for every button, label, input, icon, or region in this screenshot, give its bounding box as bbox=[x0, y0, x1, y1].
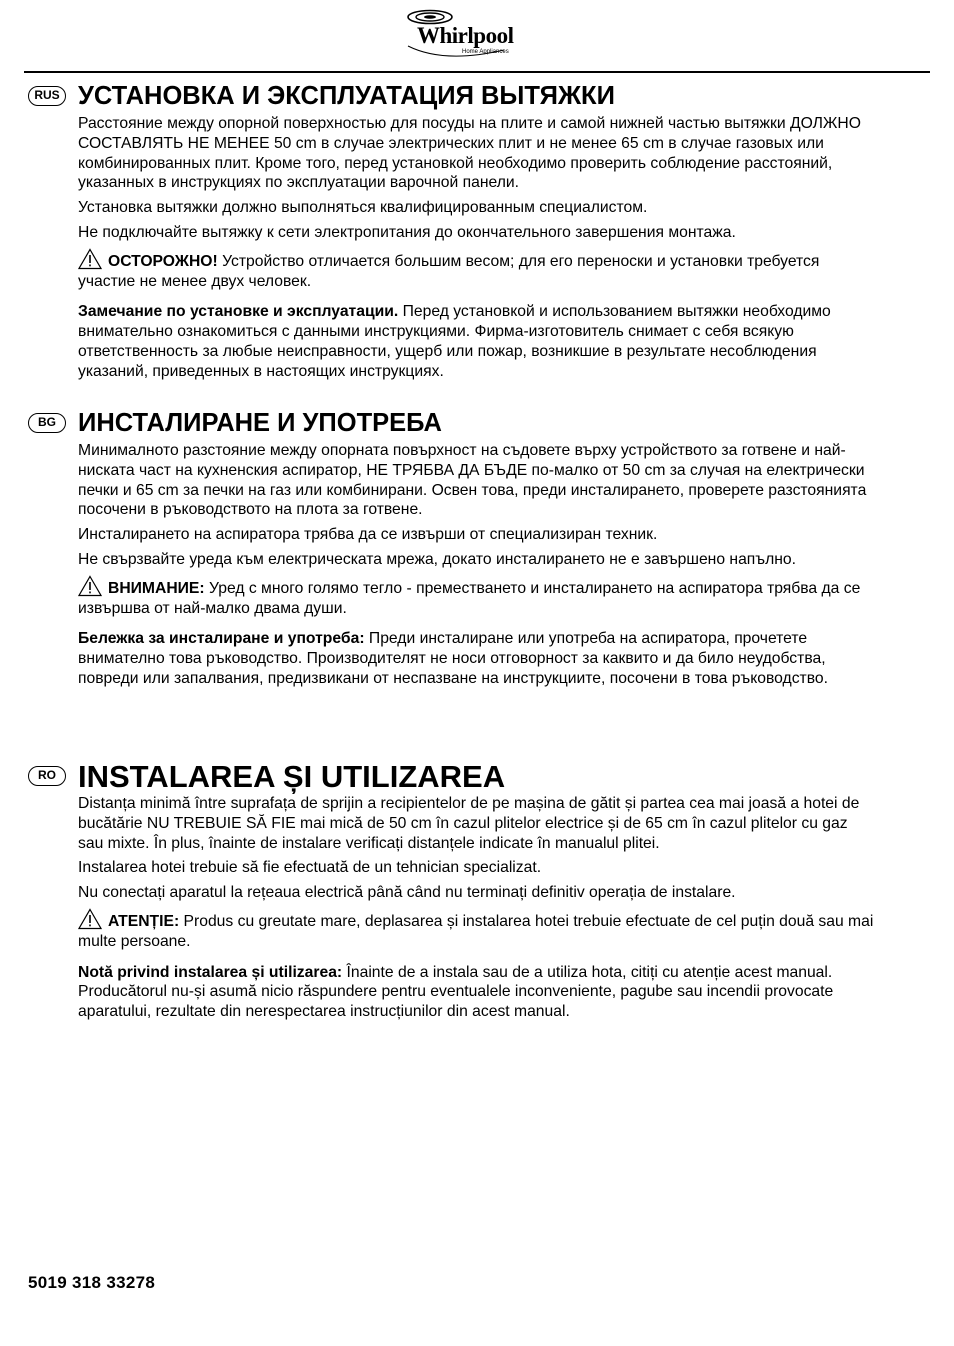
warning-triangle-icon bbox=[78, 248, 102, 270]
section-ro bbox=[28, 760, 874, 1027]
power-paragraph: Не свързвайте уреда към електрическата мрежа, докато инсталирането не е завършено напълно. bbox=[78, 550, 796, 568]
installer-paragraph: Instalarea hotei trebuie să fie efectuată de un tehnician specializat. bbox=[78, 859, 542, 877]
section-heading bbox=[28, 80, 874, 114]
power-paragraph: Не подключайте вытяжку к сети электропитания до окончательного завершения монтажа. bbox=[78, 223, 736, 241]
power-paragraph: Nu conectați aparatul la rețeaua electrică până când nu terminați definitiv operația de instalare. bbox=[78, 884, 736, 902]
installer-paragraph: Установка вытяжки должно выполняться квалифицированным специалистом. bbox=[78, 199, 648, 217]
warning-paragraph bbox=[78, 908, 874, 952]
note-paragraph bbox=[78, 302, 874, 381]
page-header bbox=[0, 0, 954, 76]
warning-paragraph bbox=[78, 575, 874, 619]
header-rule bbox=[24, 71, 930, 73]
note-label: Notă privind instalarea și utilizarea: bbox=[78, 963, 343, 981]
language-badge: RO bbox=[28, 766, 66, 786]
warning-triangle-icon bbox=[78, 908, 102, 930]
section-title: INSTALAREA ȘI UTILIZAREA bbox=[78, 759, 506, 794]
note-paragraph bbox=[78, 963, 874, 1022]
warning-text: Produs cu greutate mare, deplasarea și instalarea hotei trebuie efectuate de cel puțin două sau mai multe persoane. bbox=[78, 912, 874, 950]
section-body bbox=[78, 794, 874, 1022]
section-body bbox=[78, 114, 874, 382]
brand-logo bbox=[404, 6, 528, 62]
note-label: Замечание по установке и эксплуатации. bbox=[78, 303, 399, 321]
note-text: Преди инсталиране или употреба на аспиратора, прочетете внимателно това ръководство. Производителят не носи отговорност за каквито и да било неудобства, повреди или запалвания, предизвикани от неспазване на инструкциите, посочени в това ръководство. bbox=[78, 630, 828, 687]
note-text: Înainte de a instala sau de a utiliza hota, citiți cu atenție acest manual. Producătorul nu-și asumă nicio răspundere pentru eventualele inconveniente, pagube sau incendii provocate aparatului, rezultate din nerespectarea instrucțiunilor din acest manual. bbox=[78, 963, 834, 1021]
distance-paragraph: Расстояние между опорной поверхностью для посуды на плите и самой нижней частью вытяжки ДОЛЖНО СОСТАВЛЯТЬ НЕ МЕНЕЕ 50 cm в случае электрических плит и не менее 65 cm в случае газовых или комбинированных плит. Кроме того, перед установкой необходимо проверить соблюдение расстояний, указанных в инструкциях по эксплуатации варочной панели. bbox=[78, 115, 861, 192]
warning-text: Устройство отличается большим весом; для его переноски и установки требуется участие не менее двух человек. bbox=[78, 252, 820, 290]
section-rus bbox=[28, 80, 874, 387]
language-badge: BG bbox=[28, 413, 66, 433]
language-badge: RUS bbox=[28, 86, 66, 106]
document-code: 5019 318 33278 bbox=[28, 1273, 156, 1292]
section-title: ИНСТАЛИРАНЕ И УПОТРЕБА bbox=[78, 409, 442, 437]
section-body bbox=[78, 441, 874, 689]
warning-label: ВНИМАНИЕ: bbox=[108, 579, 205, 597]
section-heading bbox=[28, 407, 874, 441]
note-paragraph bbox=[78, 629, 874, 688]
installer-paragraph: Инсталирането на аспиратора трябва да се извърши от специализиран техник. bbox=[78, 526, 658, 544]
warning-triangle-icon bbox=[78, 575, 102, 597]
note-text: Перед установкой и использованием вытяжки необходимо внимательно ознакомиться с данными инструкциями. Фирма-изготовитель снимает с себя всякую ответственность за любые неисправности, ущерб или пожар, возникшие в результате несоблюдения указаний, приведенных в настоящих инструкциях. bbox=[78, 303, 831, 380]
brand-subtitle: Home Appliances bbox=[462, 49, 509, 55]
warning-label: ATENȚIE: bbox=[108, 912, 180, 930]
note-label: Бележка за инсталиране и употреба: bbox=[78, 630, 365, 648]
distance-paragraph: Distanța minimă între suprafața de sprijin a recipientelor de pe mașina de gătit și partea cea mai joasă a hotei de bucătărie NU TREBUIE SĂ FIE mai mică de 50 cm în cazul plitelor electrice și de 65 cm în cazul plitelor cu gaz sau mixte. În plus, înainte de instalare verificați distanțele indicate în manualul plitei. bbox=[78, 795, 860, 852]
brand-name: Whirlpool bbox=[417, 23, 514, 48]
section-title: УСТАНОВКА И ЭКСПЛУАТАЦИЯ ВЫТЯЖКИ bbox=[78, 82, 615, 110]
section-bg bbox=[28, 407, 874, 694]
warning-text: Уред с много голямо тегло - преместването и инсталирането на аспиратора трябва да се извършва от най-малко двама души. bbox=[78, 579, 861, 617]
section-heading bbox=[28, 760, 874, 794]
distance-paragraph: Минималното разстояние между опорната повърхност на съдовете върху устройството за готвене и най-ниската част на кухненския аспиратор, НЕ ТРЯБВА ДА БЪДЕ по-малко от 50 cm за случая на електрически печки и 65 cm за печки на газ или комбинирани. Освен това, преди инсталирането, проверете разстоянията посочени в ръководството на плота за готвене. bbox=[78, 442, 867, 519]
warning-label: ОСТОРОЖНО! bbox=[108, 252, 218, 270]
warning-paragraph bbox=[78, 248, 874, 292]
